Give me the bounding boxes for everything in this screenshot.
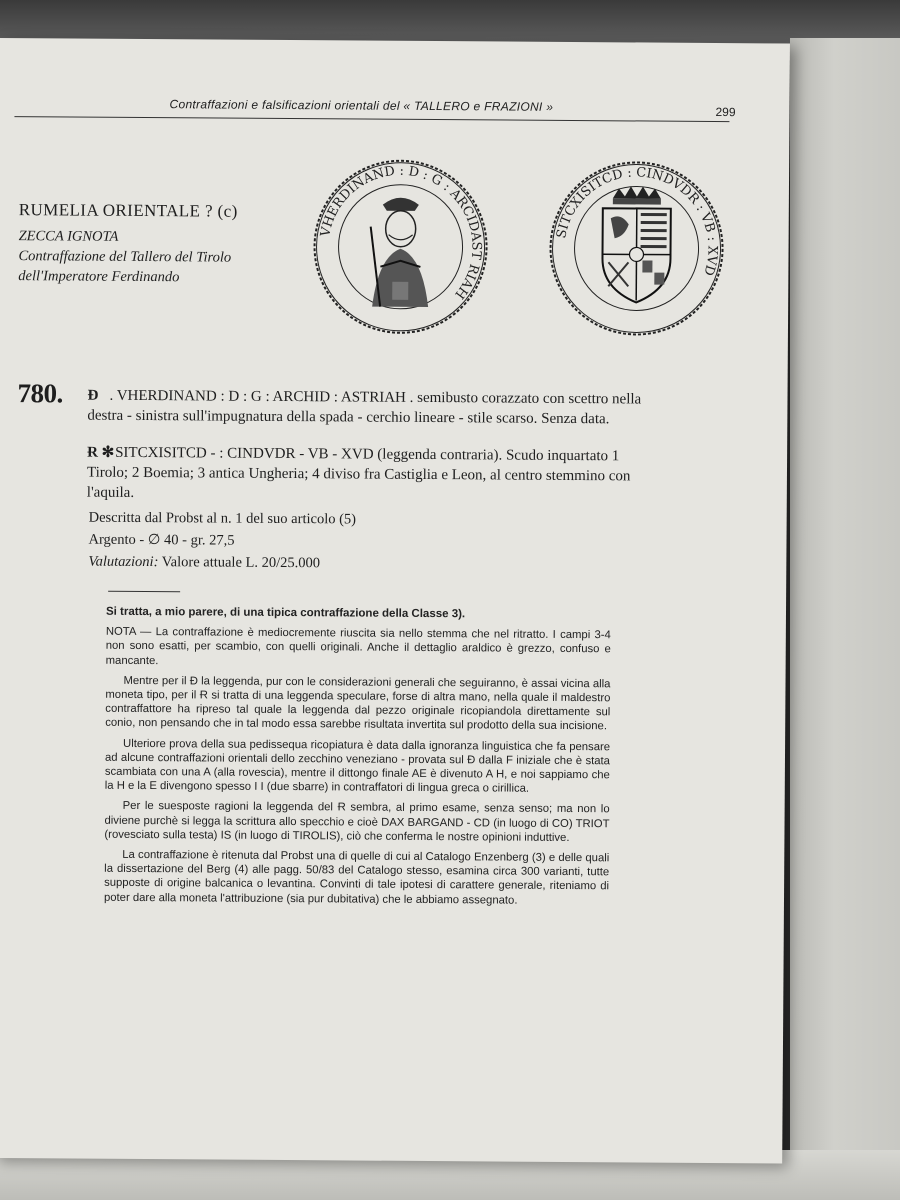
reverse-symbol: Ɍ ✻ (87, 444, 115, 461)
header-rule (14, 116, 729, 122)
notes-section (104, 605, 611, 914)
heading-subtitle-1: Contraffazione del Tallero del Tirolo (18, 248, 232, 266)
reverse-description (87, 443, 647, 507)
heading-subtitle-2: dell'Imperatore Ferdinando (18, 268, 180, 286)
heading-block (18, 200, 299, 288)
notes-paragraph-3: Ulteriore prova della sua pedissequa ricopiatura è data dalla ignoranza linguistica che fa pensare ad alcune contraffazioni orientali dello zecchino veneziano - provata sul Ɖ dalla F iniziale che è stata scambiata con una A (alla rovescia), mentre il dittongo finale AE è divenuto A H, e noi sappiamo che la H e la E divengono spesso I I (due sbarre) in contraffatori di lingua greca o cirillica. (104, 737, 611, 795)
page-edge (790, 38, 900, 1158)
notes-paragraph-2: Mentre per il Ɖ la leggenda, pur con le considerazioni generali che seguiranno, è assai vicina alla moneta tipo, per il Ɍ si tratta di una leggenda speculare, forse di altra mano, nella quale il maldestro contraffattore ha ripreso tal quale la leggenda dal pezzo originale ricopiandola direttamente sul conio, non pensando che in tal modo essa sarebbe risultata invertita sul prodotto della sua incisione. (105, 674, 611, 733)
described-line: Descritta dal Probst al n. 1 del suo articolo (5) (88, 509, 357, 528)
valuation-line (88, 551, 356, 575)
coin-obverse-drawing (310, 156, 491, 337)
heading-title: RUMELIA ORIENTALE ? (c) (18, 200, 238, 221)
notes-paragraph-5: La contraffazione è ritenuta dal Probst una di quelle di cui al Catalogo Enzenberg (3) e delle quali la dissertazione del Berg (4) alle pagg. 50/83 del Catalogo stesso, esamina circa 300 varianti, tutte supposte di origine balcanica o levantina. Convinti di tale ipotesi di carattere generale, riteniamo di poter dare alla moneta l'attribuzione (sia pur dubitativa) che le abbiamo assegnato. (103, 848, 610, 907)
notes-paragraph-1: NOTA — La contraffazione è mediocremente riuscita sia nello stemma che nel ritratto. I campi 3-4 non sono esatti, per scambio, con quelli originali. Anche il dettaglio araldico è grezzo, confuso e mancante. (105, 625, 611, 667)
reverse-legend: SITCXISITCD : CINDVDR : VB : XVD (554, 165, 720, 278)
metal-line: Argento - ∅ 40 - gr. 27,5 (88, 531, 235, 549)
valuation-label: Valutazioni: (88, 553, 159, 571)
notes-lead: Si tratta, a mio parere, di una tipica contraffazione della Classe 3). (105, 605, 466, 621)
book-page (0, 38, 790, 1163)
notes-paragraph-4: Per le suesposte ragioni la leggenda del Ɍ sembra, al primo esame, senza senso; ma non lo diviene purchè si legga la scrittura allo specchio e cioè DAX BARGAND - CD (in luogo di CO) TRIOT (rovesciato sulla testa) IS (in luogo di TIROLIS), ciò che conferma le nostre opinioni induttive. (104, 800, 610, 844)
section-rule (108, 591, 180, 593)
page-number: 299 (715, 104, 736, 120)
obverse-description (87, 386, 647, 430)
obverse-text: . VHERDINAND : D : G : ARCHID : ASTRIAH . semibusto corazzato con scettro nella destra - sinistra sull'impugnatura della spada - cerchio lineare - stile scarso. Senza data. (87, 387, 642, 428)
obverse-legend: VHERDINAND : D : G : ARCIDAST RIAH (318, 163, 484, 302)
reverse-text: SITCXISITCD - : CINDVDR - VB - XVD (leggenda contraria). Scudo inquartato 1 Tirolo; 2 Boemia; 3 antica Ungheria; 4 diviso fra Castiglia e Leon, al centro stemmino con l'aquila. (86, 444, 631, 501)
obverse-symbol: Ɖ (87, 387, 99, 404)
coin-reverse-drawing (546, 158, 727, 339)
valuation-value: Valore attuale L. 20/25.000 (161, 554, 321, 572)
running-title: Contraffazioni e falsificazioni orientali del « TALLERO e FRAZIONI » (169, 97, 554, 114)
heading-mint: ZECCA IGNOTA (18, 228, 119, 245)
specimen-details (88, 507, 356, 575)
catalog-number: 780. (17, 378, 63, 409)
